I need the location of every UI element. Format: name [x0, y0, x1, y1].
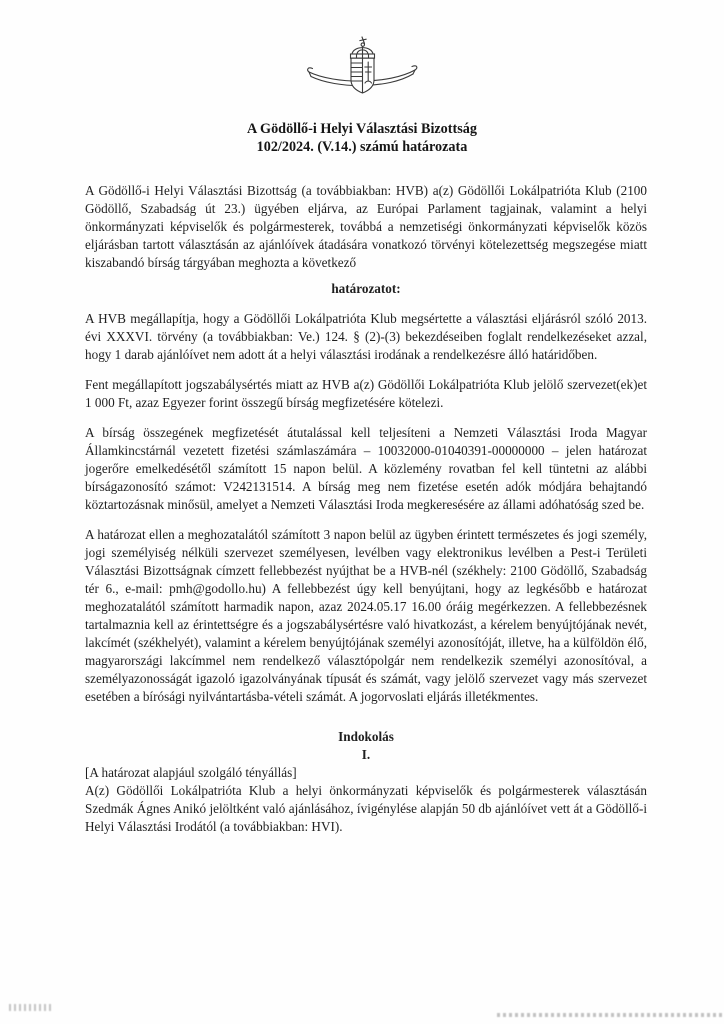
title-line-2: 102/2024. (V.14.) számú határozata: [256, 139, 468, 155]
scan-artifact-right: [497, 1013, 724, 1017]
paragraph-payment: A bírság összegének megfizetését átutalással kell teljesíteni a Nemzeti Választási Iroda Magyar Államkincstárnál vezetett fizetési számlaszámára – 10032000-01040391-00000000 – jelen határozat jogerőre emelkedésétől számított 15 napon belül. A közlemény rovatban fel kell tüntetni az alábbi bírságazonosító számot: V242131514. A bírság meg nem fizetése esetén adók módjára behajtandó köztartozásnak minősül, amelyet a Nemzeti Választási Iroda megkeresésére az állami adóhatóság szed be.: [85, 425, 647, 512]
paragraph-finding: A HVB megállapítja, hogy a Gödöllői Lokálpatrióta Klub megsértette a választási eljárásról szóló 2013. évi XXXVI. törvény (a továbbiakban: Ve.) 124. § (2)-(3) bekezdéseiben foglalt rendelkezéseket azzal, hogy 1 darab ajánlóívet nem adott át a helyi választási irodának a rendelkezésre álló határidőben.: [85, 311, 647, 362]
paragraph-appeal: A határozat ellen a meghozatalától számított 3 napon belül az ügyben érintett természetes és jogi személy, jogi személyiség nélküli szervezet személyesen, levélben vagy elektronikus levélben a Pest-i Területi Választási Bizottságnak címzett fellebbezést nyújthat be a HVB-nél (székhely: 2100 Gödöllő, Szabadság tér 6., e-mail: pmh@godollo.hu) A fellebbezést úgy kell benyújtani, hogy az legkésőbb e határozat meghozatalától számított harmadik napon, azaz 2024.05.17 16.00 óráig megérkezzen. A fellebbezésnek tartalmaznia kell az érintettségre és a jogszabálysértésre való hivatkozást, a kérelem benyújtójának nevét, lakcímét (székhelyét), valamint a kérelem benyújtójának személyi azonosítóját, illetve, ha a külföldön élő, magyarországi lakcímmel nem rendelkező választópolgár nem rendelkezik személyi azonosítóval, a személyazonosságát igazoló igazolványának típusát és számát, vagy jelölő szervezet vagy más szervezet esetében a bírósági nyilvántartásba-vételi számát. A jogorvoslati eljárás illetékmentes.: [85, 527, 647, 704]
facts-label: [A határozat alapjául szolgáló tényállás]: [85, 765, 297, 780]
paragraph-facts: A(z) Gödöllői Lokálpatrióta Klub a helyi önkormányzati képviselők és polgármesterek választásán Szedmák Ágnes Anikó jelöltként való ajánlásához, ívigénylése alapján 50 db ajánlóívet vett át a Gödöllő-i Helyi Választási Irodától (a továbbiakban: HVI).: [85, 783, 647, 834]
document-title: [0, 120, 724, 156]
section-number: I.: [361, 747, 371, 762]
document-body: [85, 182, 647, 836]
justification-heading: Indokolás: [338, 729, 394, 744]
decision-heading: határozatot:: [331, 281, 401, 296]
paragraph-intro: A Gödöllő-i Helyi Választási Bizottság (a továbbiakban: HVB) a(z) Gödöllői Lokálpatrióta Klub (2100 Gödöllő, Szabadság út 23.) ügyében eljárva, az Európai Parlament tagjainak, valamint a helyi önkormányzati képviselők és polgármesterek, továbbá a nemzetiségi önkormányzati képviselők közös eljárásban tartott választásán az ajánlóívek átadására vonatkozó törvényi kötelezettség megszegése miatt kiszabandó bírság tárgyában meghozta a következő: [85, 183, 647, 270]
hungarian-coat-of-arms-icon: [305, 36, 419, 98]
title-line-1: A Gödöllő-i Helyi Választási Bizottság: [247, 121, 477, 137]
scan-artifact-left: [9, 1004, 53, 1011]
paragraph-fine: Fent megállapított jogszabálysértés miatt az HVB a(z) Gödöllői Lokálpatrióta Klub jelölő szervezet(ek)et 1 000 Ft, azaz Egyezer forint összegű bírság megfizetésére kötelezi.: [85, 377, 647, 410]
